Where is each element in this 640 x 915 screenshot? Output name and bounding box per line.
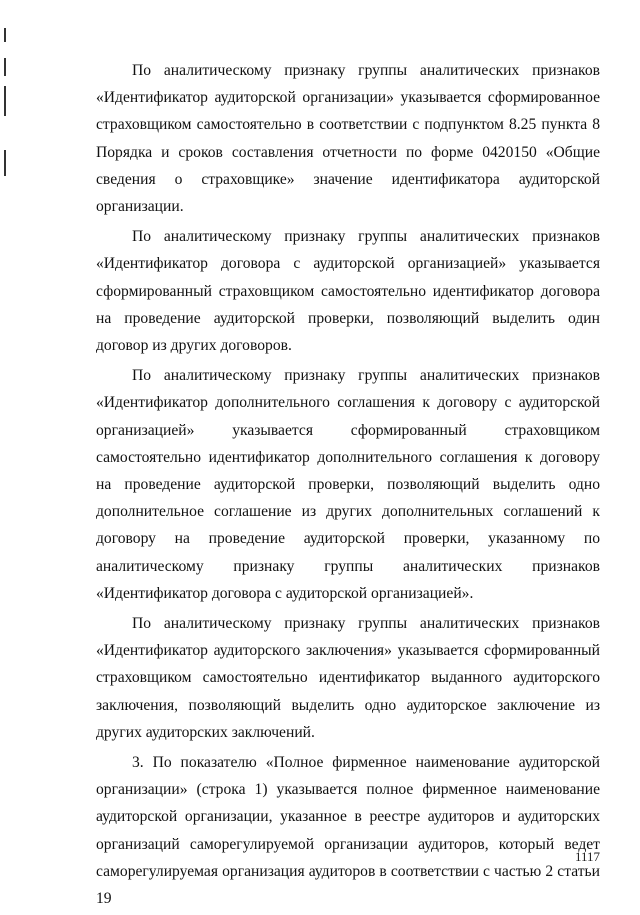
margin-mark (4, 58, 6, 76)
paragraph-item-3-full-name: 3. По показателю «Полное фирменное наименование аудиторской организации» (строка 1) указывается полное фирменное наименование аудиторской организации, указанное в реестре аудиторов и аудиторских организаций саморегулируемой организации аудиторов, который ведет саморегулируемая организация аудиторов в соответствии с частью 2 статьи 19 (96, 754, 600, 908)
page-number: 1117 (574, 849, 600, 864)
paragraph-auditor-organization-id: По аналитическому признаку группы аналитических признаков «Идентификатор аудиторской организации» указывается сформированное страховщиком самостоятельно в соответствии с подпунктом 8.25 пункта 8 Порядка и сроков составления отчетности по форме 0420150 «Общие сведения о страховщике» значение идентификатора аудиторской организации. (96, 62, 600, 216)
paragraph-audit-report-id: По аналитическому признаку группы аналитических признаков «Идентификатор аудиторского заключения» указывается сформированный страховщиком самостоятельно идентификатор выданного аудиторского заключения, позволяющий выделить одно аудиторское заключение из других аудиторских заключений. (96, 615, 600, 741)
margin-mark (4, 28, 6, 42)
document-body (96, 57, 600, 915)
margin-mark (4, 86, 6, 116)
paragraph-supplementary-agreement-id: По аналитическому признаку группы аналитических признаков «Идентификатор дополнительного соглашения к договору с аудиторской организацией» указывается сформированный страховщиком самостоятельно идентификатор дополнительного соглашения к договору на проведение аудиторской проверки, позволяющий выделить одно дополнительное соглашение из других дополнительных соглашений к договору на проведение аудиторской проверки, указанному по аналитическому признаку группы аналитических признаков «Идентификатор договора с аудиторской организацией». (96, 367, 600, 602)
margin-mark (4, 162, 6, 176)
paragraph-auditor-contract-id: По аналитическому признаку группы аналитических признаков «Идентификатор договора с аудиторской организацией» указывается сформированный страховщиком самостоятельно идентификатор договора на проведение аудиторской проверки, позволяющий выделить один договор из других договоров. (96, 228, 600, 355)
